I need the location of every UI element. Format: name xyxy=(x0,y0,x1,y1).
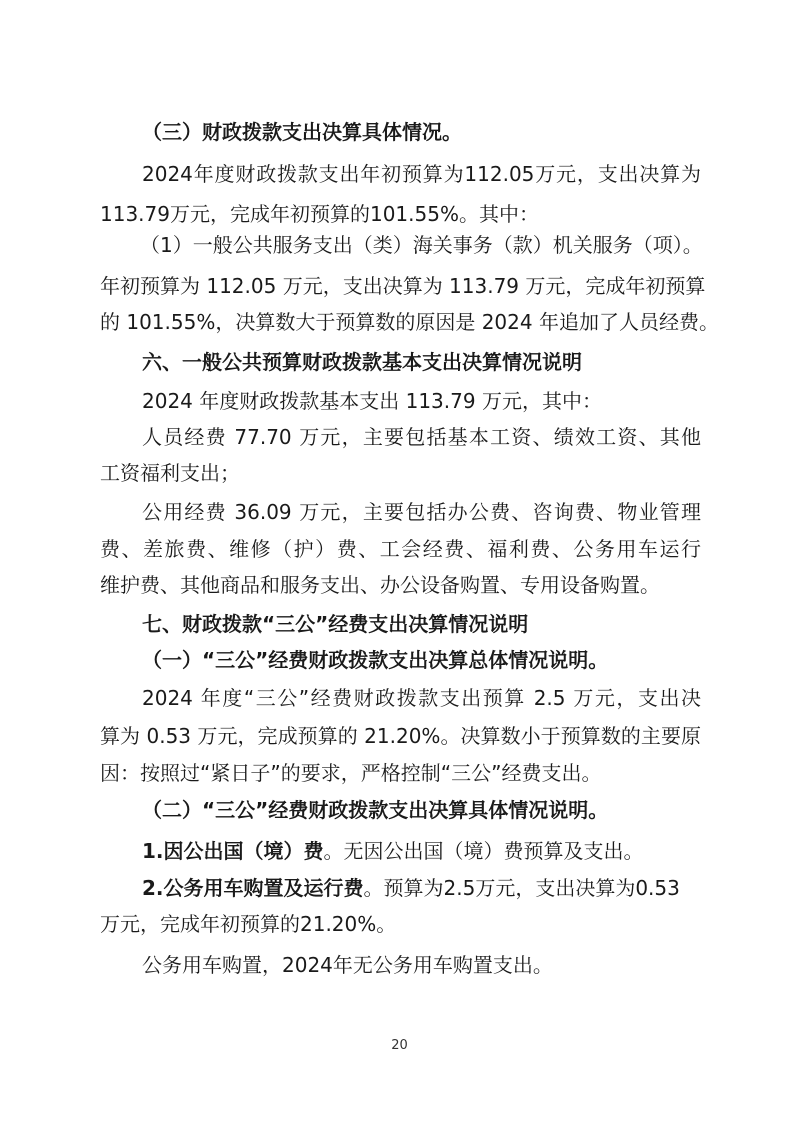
section-heading-6: 六、一般公共预算财政拨款基本支出决算情况说明 xyxy=(142,350,582,374)
paragraph-line: 人员经费 77.70 万元，主要包括基本工资、绩效工资、其他 xyxy=(142,425,701,449)
paragraph-line xyxy=(0,841,799,861)
paragraph-line: 公用经费 36.09 万元，主要包括办公费、咨询费、物业管理 xyxy=(142,500,701,524)
paragraph-line: 2024 年度财政拨款基本支出 113.79 万元，其中： xyxy=(142,389,602,413)
paragraph-line: 的 101.55%，决算数大于预算数的原因是 2024 年追加了人员经费。 xyxy=(100,310,719,334)
paragraph-line: 费、差旅费、维修（护）费、工会经费、福利费、公务用车运行 xyxy=(100,537,701,561)
paragraph-line: 年初预算为 112.05 万元，支出决算为 113.79 万元，完成年初预算 xyxy=(100,274,706,298)
paragraph-line: 2024 年度“三公”经费财政拨款支出预算 2.5 万元，支出决 xyxy=(142,686,701,710)
item-text: 。无因公出国（境）费预算及支出。 xyxy=(323,839,644,863)
item-text: 。预算为2.5万元，支出决算为0.53 xyxy=(363,876,680,900)
item-label: 1.因公出国（境）费 xyxy=(142,839,324,863)
paragraph-line: 算为 0.53 万元，完成预算的 21.20%。决算数小于预算数的主要原 xyxy=(100,724,701,748)
paragraph-line: （1）一般公共服务支出（类）海关事务（款）机关服务（项）。 xyxy=(140,233,703,257)
paragraph-line: 维护费、其他商品和服务支出、办公设备购置、专用设备购置。 xyxy=(100,573,660,597)
paragraph-line: 113.79万元，完成年初预算的101.55%。其中： xyxy=(100,202,539,226)
page-number: 20 xyxy=(391,1038,408,1053)
section-heading-7: 七、财政拨款“三公”经费支出决算情况说明 xyxy=(142,612,529,636)
paragraph-line: 因：按照过“紧日子”的要求，严格控制“三公”经费支出。 xyxy=(100,761,602,785)
item-label: 2.公务用车购置及运行费 xyxy=(142,876,364,900)
paragraph-line: 2024年度财政拨款支出年初预算为112.05万元，支出决算为 xyxy=(142,162,701,186)
paragraph-line: 公务用车购置，2024年无公务用车购置支出。 xyxy=(142,953,553,977)
heading-3-specific: （三）财政拨款支出决算具体情况。 xyxy=(142,120,462,144)
paragraph-line: 工资福利支出； xyxy=(100,461,240,485)
paragraph-line: 万元，完成年初预算的21.20%。 xyxy=(100,912,397,936)
paragraph-line xyxy=(0,878,799,898)
heading-2-specific: （二）“三公”经费财政拨款支出决算具体情况说明。 xyxy=(142,798,609,822)
heading-1-overall: （一）“三公”经费财政拨款支出决算总体情况说明。 xyxy=(142,648,609,672)
